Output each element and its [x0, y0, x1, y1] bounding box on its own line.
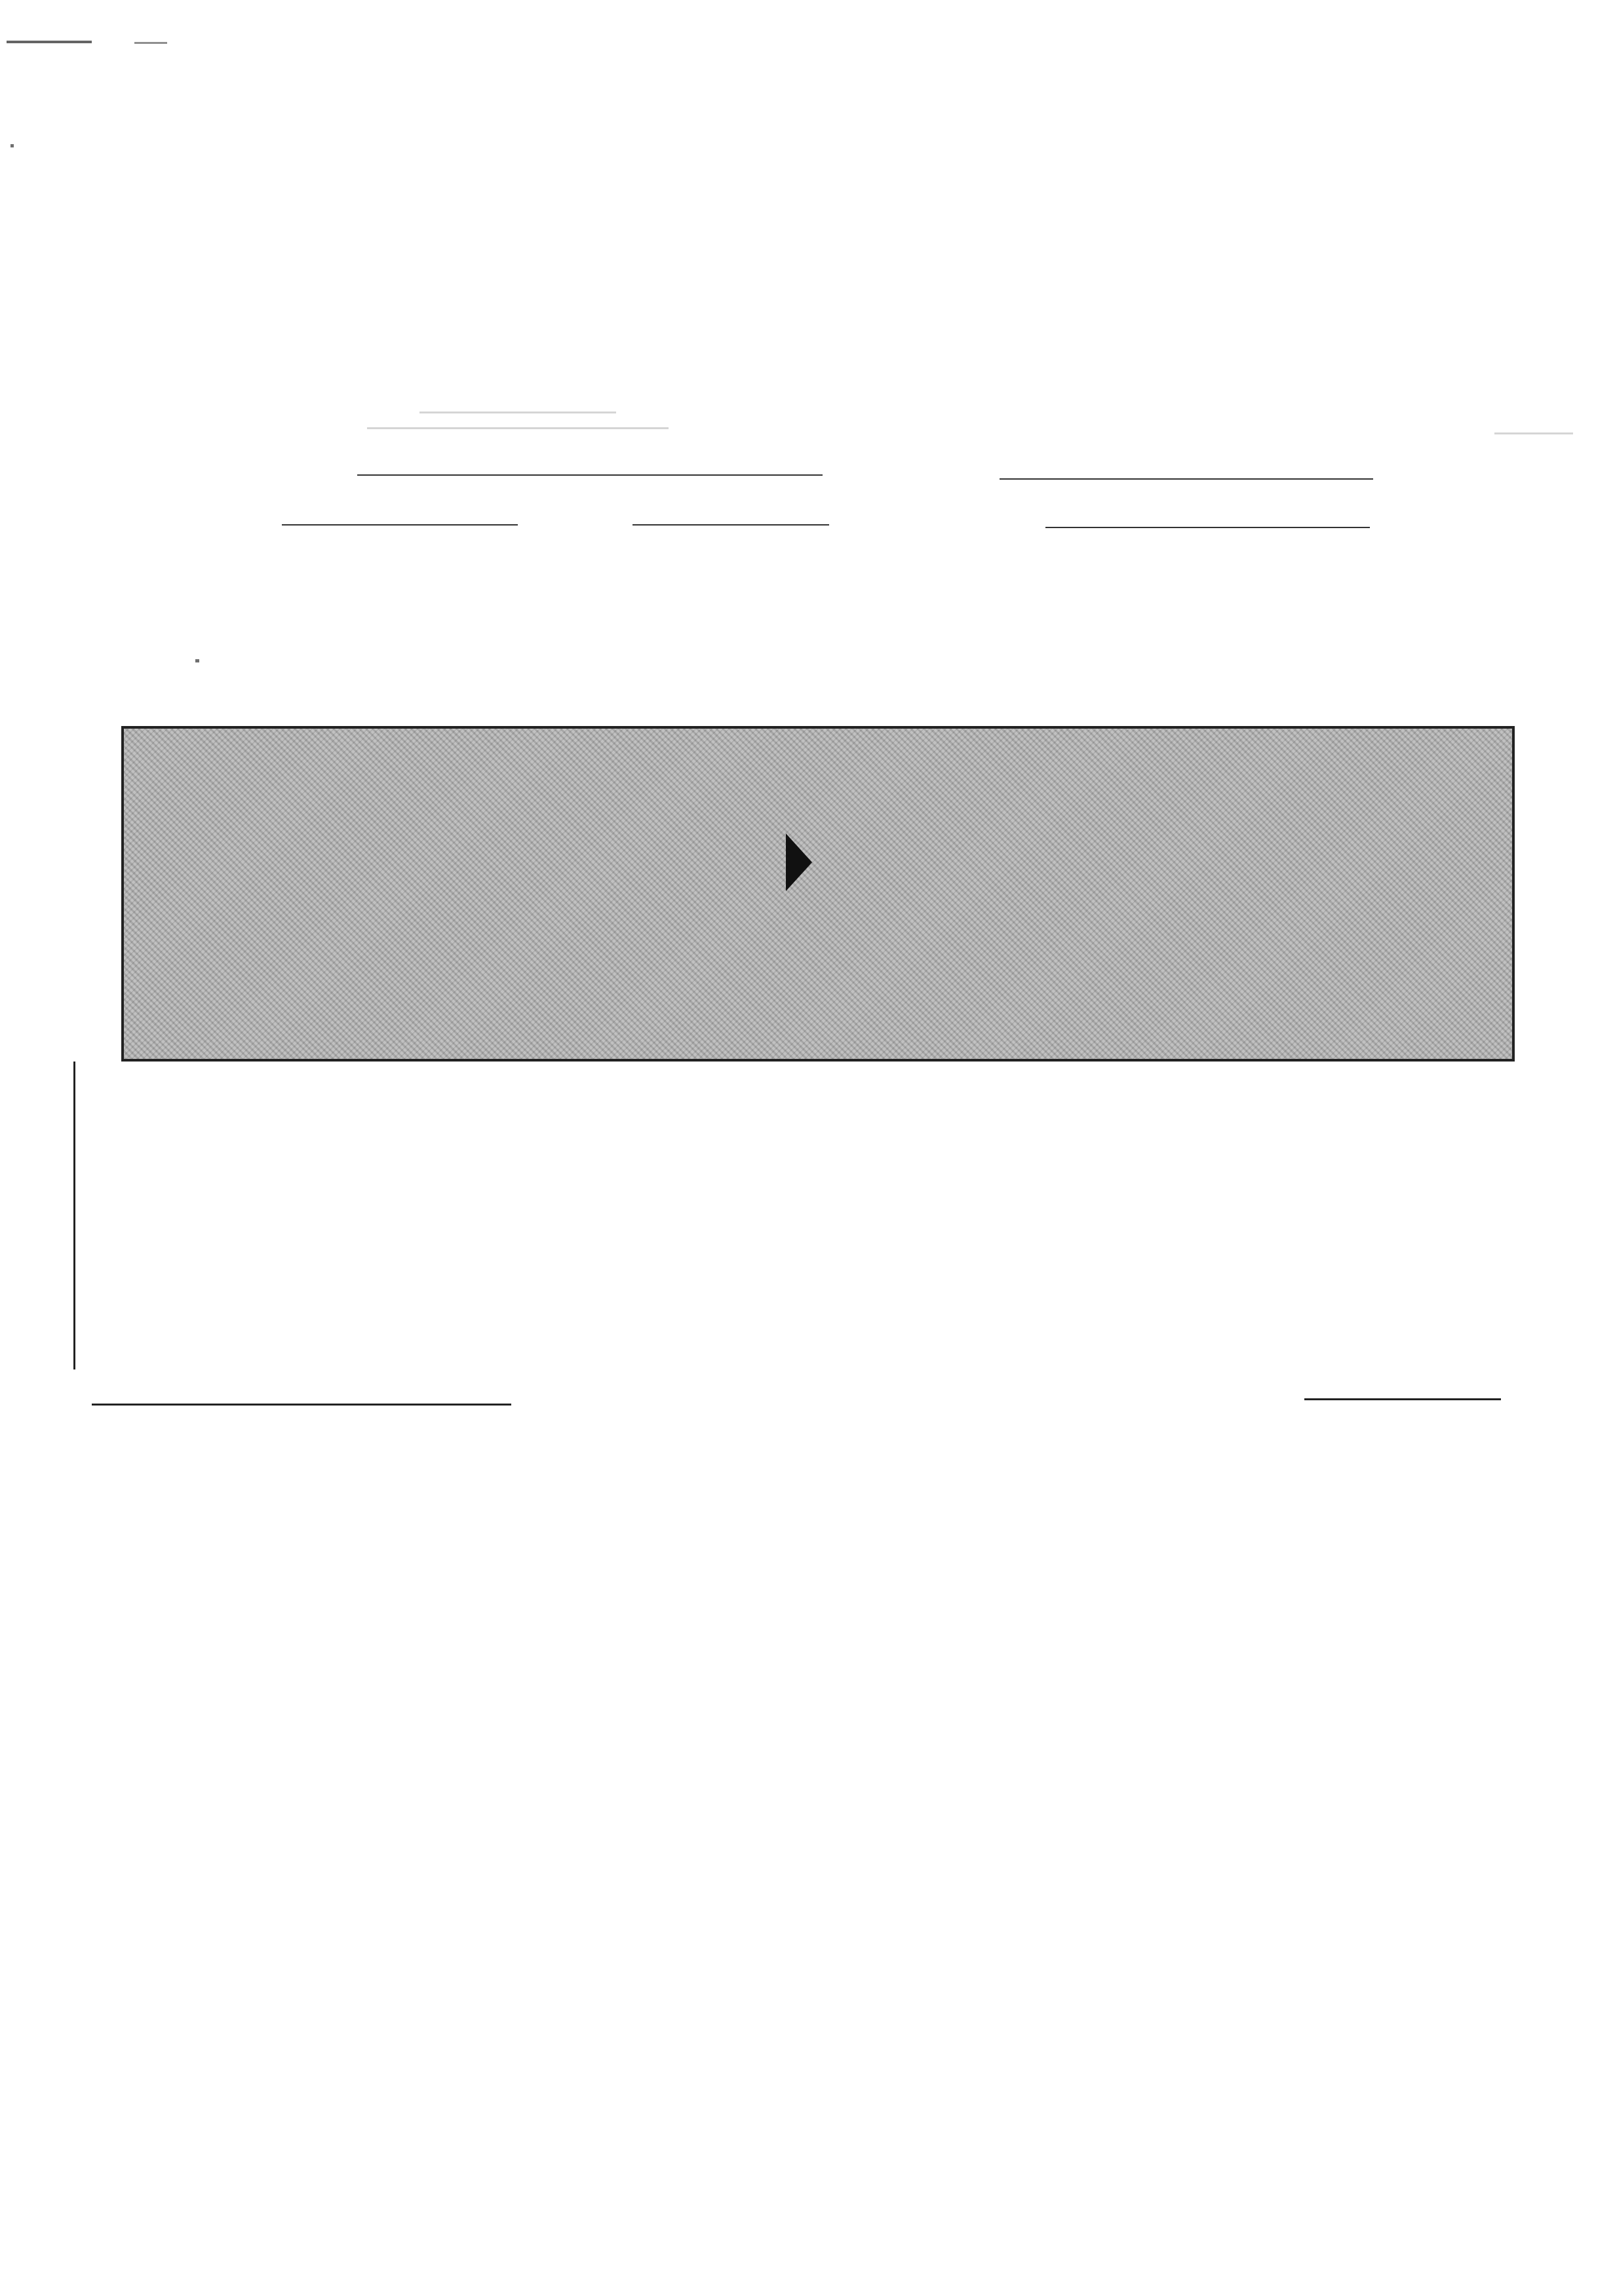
column-4-end-rule — [1304, 1398, 1501, 1400]
periodicity-field-line — [1000, 478, 1373, 480]
publication-field-line — [357, 474, 823, 476]
scan-mark — [134, 42, 167, 44]
political-tendency-field-line — [1045, 527, 1370, 528]
faded-mark — [419, 411, 616, 413]
faded-mark — [367, 427, 669, 429]
column-1-end-rule — [92, 1404, 511, 1406]
scan-mark — [10, 144, 14, 147]
page-field-line — [632, 524, 829, 526]
day-field-line — [282, 524, 518, 526]
scan-mark — [7, 41, 92, 43]
arrow-icon — [786, 833, 812, 891]
left-clip-edge — [73, 1062, 75, 1369]
faded-mark — [1494, 432, 1573, 434]
scan-mark — [195, 659, 199, 662]
headline-banner — [121, 726, 1515, 1062]
